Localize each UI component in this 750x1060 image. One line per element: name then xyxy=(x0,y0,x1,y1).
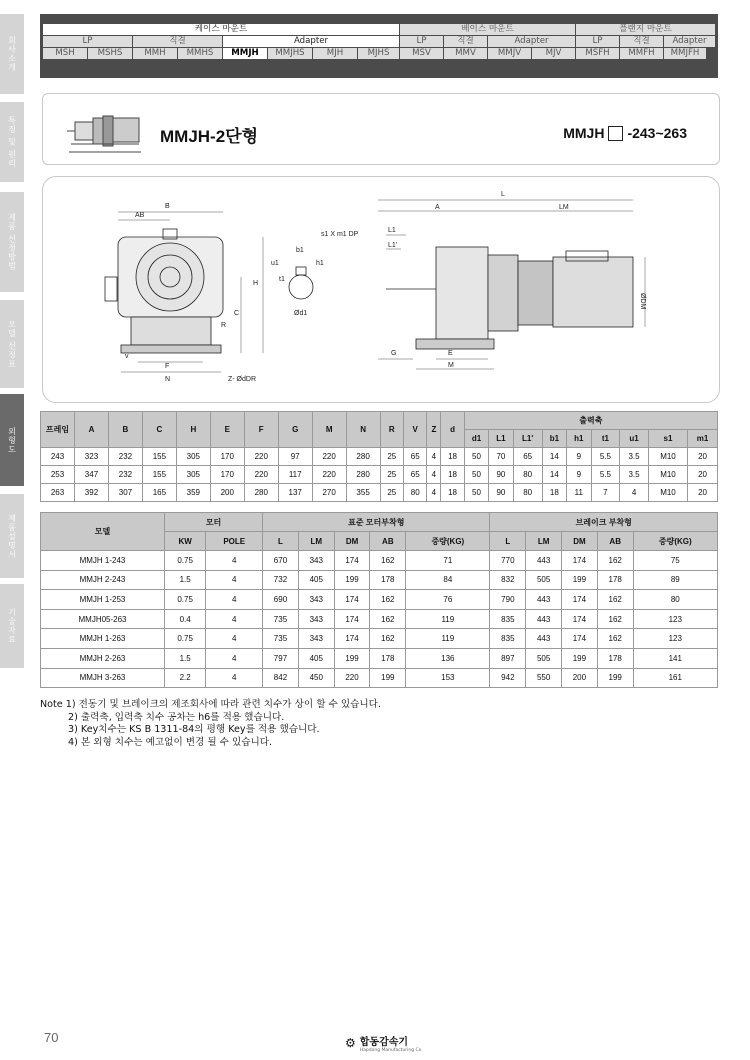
table-cell: 123 xyxy=(633,609,717,629)
brake-col-LM: LM xyxy=(526,532,562,551)
dims-col-u1: u1 xyxy=(620,430,649,448)
table-cell: 355 xyxy=(346,484,380,502)
table-cell: 280 xyxy=(244,484,278,502)
table-cell: M10 xyxy=(648,448,687,466)
dim-d1: Ød1 xyxy=(294,310,308,317)
table-cell: 359 xyxy=(176,484,210,502)
table-cell: 5.5 xyxy=(591,466,620,484)
table-cell: 942 xyxy=(490,668,526,688)
note-1: Note 1) 전동기 및 브레이크의 제조회사에 따라 관련 치수가 상이 할 수 있습니다. xyxy=(40,699,381,710)
dim-L: L xyxy=(501,191,505,198)
table-cell: 243 xyxy=(41,448,75,466)
table-cell: 84 xyxy=(406,570,490,590)
table-cell: 123 xyxy=(633,629,717,649)
motor-header-row xyxy=(41,513,718,532)
page-number: 70 xyxy=(44,1030,59,1045)
output-shaft-header: 출력축 xyxy=(464,412,717,430)
table-cell: 20 xyxy=(688,484,718,502)
table-cell: 790 xyxy=(490,590,526,610)
table-cell: 4 xyxy=(620,484,649,502)
table-cell: 178 xyxy=(370,648,406,668)
dims-col-R: R xyxy=(380,412,403,448)
notes xyxy=(40,699,381,749)
table-cell: 5.5 xyxy=(591,448,620,466)
table-cell: 199 xyxy=(370,668,406,688)
table-cell: 232 xyxy=(108,466,142,484)
motor-table xyxy=(40,512,718,688)
dim-LM: LM xyxy=(559,204,569,211)
table-cell: 65 xyxy=(404,466,427,484)
table-cell: 670 xyxy=(263,551,299,571)
reducer-thumbnail xyxy=(65,108,145,154)
table-cell: 50 xyxy=(464,448,488,466)
table-cell: 4 xyxy=(206,629,263,649)
dim-C: C xyxy=(234,310,240,317)
dim-L1: L1 xyxy=(388,227,396,234)
dim-E: E xyxy=(448,350,453,357)
table-cell: 18 xyxy=(441,466,464,484)
motor-col-kw: KW xyxy=(165,532,206,551)
table-cell: 119 xyxy=(406,609,490,629)
dim-G: G xyxy=(391,350,397,357)
table-cell: 14 xyxy=(542,448,566,466)
table-cell: 174 xyxy=(334,551,370,571)
motor-row xyxy=(41,668,718,688)
table-cell: 170 xyxy=(210,448,244,466)
nav-mjhs[interactable]: MJHS xyxy=(358,48,399,59)
nav-flange-adapter[interactable]: Adapter xyxy=(664,36,715,47)
outline-drawing xyxy=(43,177,719,402)
dims-col-Z: Z xyxy=(427,412,441,448)
dims-col-N: N xyxy=(346,412,380,448)
table-cell: 199 xyxy=(334,570,370,590)
motor-body xyxy=(41,551,718,688)
table-cell: M10 xyxy=(648,484,687,502)
table-cell: 343 xyxy=(298,629,334,649)
table-cell: 174 xyxy=(562,590,598,610)
nav-case-mount[interactable]: 케이스 마운트 xyxy=(43,24,399,35)
table-cell: 305 xyxy=(176,448,210,466)
dims-col-m1: m1 xyxy=(688,430,718,448)
table-cell: 178 xyxy=(370,570,406,590)
table-cell: 170 xyxy=(210,466,244,484)
table-cell: 405 xyxy=(298,648,334,668)
table-cell: 323 xyxy=(75,448,109,466)
side-tab-company[interactable]: 회사소개 xyxy=(0,14,24,94)
table-cell: 343 xyxy=(298,590,334,610)
table-cell: 347 xyxy=(75,466,109,484)
table-cell: 7 xyxy=(591,484,620,502)
table-cell: 155 xyxy=(142,448,176,466)
std-col-weight: 중량(KG) xyxy=(406,532,490,551)
dim-M: M xyxy=(448,362,454,369)
motor-row xyxy=(41,590,718,610)
nav-case-direct[interactable]: 직결 xyxy=(133,36,222,47)
table-cell: 65 xyxy=(513,448,542,466)
nav-mmjhs[interactable]: MMJHS xyxy=(268,48,312,59)
note-4: 4) 본 외형 치수는 예고없이 변경 될 수 있습니다. xyxy=(68,736,273,748)
table-cell: 165 xyxy=(142,484,176,502)
table-cell: 9 xyxy=(567,466,591,484)
std-col-AB: AB xyxy=(370,532,406,551)
dim-s1: s1 X m1 DP xyxy=(321,231,359,238)
dim-b1: b1 xyxy=(296,247,304,254)
table-cell: 199 xyxy=(334,648,370,668)
model-code xyxy=(563,125,687,141)
table-cell: 220 xyxy=(312,448,346,466)
table-cell: 232 xyxy=(108,448,142,466)
table-cell: 199 xyxy=(597,668,633,688)
table-cell: 200 xyxy=(210,484,244,502)
nav-base-adapter[interactable]: Adapter xyxy=(488,36,575,47)
dim-t1: t1 xyxy=(279,276,285,283)
table-cell: 770 xyxy=(490,551,526,571)
table-cell: 280 xyxy=(346,466,380,484)
side-tab-selection[interactable]: 제품 선정방법 xyxy=(0,192,24,292)
dim-H: H xyxy=(253,280,259,287)
table-cell: 392 xyxy=(75,484,109,502)
nav-base-mount[interactable]: 베이스 마운트 xyxy=(400,24,575,35)
dims-col-L1: L1 xyxy=(489,430,513,448)
dims-row xyxy=(41,448,718,466)
motor-col-model: 모델 xyxy=(41,513,165,551)
table-cell: 50 xyxy=(464,484,488,502)
table-cell: 4 xyxy=(206,590,263,610)
dims-col-frame: 프레임 xyxy=(41,412,75,448)
table-cell: 11 xyxy=(567,484,591,502)
dims-col-M: M xyxy=(312,412,346,448)
table-cell: 270 xyxy=(312,484,346,502)
table-cell: 443 xyxy=(526,609,562,629)
motor-row xyxy=(41,570,718,590)
table-cell: 835 xyxy=(490,609,526,629)
motor-col-standard: 표준 모터부착형 xyxy=(263,513,490,532)
table-cell: 162 xyxy=(370,629,406,649)
side-tab-manual[interactable]: 제품설명서 xyxy=(0,494,24,578)
table-cell: 14 xyxy=(542,466,566,484)
table-cell: 162 xyxy=(370,551,406,571)
table-cell: 835 xyxy=(490,629,526,649)
table-cell: 4 xyxy=(427,484,441,502)
dims-col-H: H xyxy=(176,412,210,448)
table-cell: 199 xyxy=(562,570,598,590)
table-cell: 4 xyxy=(206,609,263,629)
dims-col-B: B xyxy=(108,412,142,448)
table-cell: 4 xyxy=(206,668,263,688)
table-cell: 136 xyxy=(406,648,490,668)
nav-mjh[interactable]: MJH xyxy=(313,48,357,59)
table-cell: 0.75 xyxy=(165,629,206,649)
table-cell: MMJH 1-263 xyxy=(41,629,165,649)
table-cell: 141 xyxy=(633,648,717,668)
table-cell: 4 xyxy=(206,648,263,668)
dim-F: F xyxy=(165,363,170,370)
table-cell: 174 xyxy=(562,609,598,629)
table-cell: 735 xyxy=(263,629,299,649)
company-logo xyxy=(345,1033,423,1053)
nav-mmjv[interactable]: MMJV xyxy=(488,48,531,59)
nav-flange-mount[interactable]: 플랜지 마운트 xyxy=(576,24,715,35)
table-cell: M10 xyxy=(648,466,687,484)
table-cell: 832 xyxy=(490,570,526,590)
table-cell: 253 xyxy=(41,466,75,484)
dims-col-G: G xyxy=(278,412,312,448)
dim-R: R xyxy=(221,322,227,329)
table-cell: 25 xyxy=(380,448,403,466)
brake-col-DM: DM xyxy=(562,532,598,551)
table-cell: 137 xyxy=(278,484,312,502)
table-cell: 178 xyxy=(597,570,633,590)
dim-B: B xyxy=(165,203,170,210)
dim-AB: AB xyxy=(135,212,145,219)
dim-u1: u1 xyxy=(271,260,279,267)
table-cell: 450 xyxy=(298,668,334,688)
motor-row xyxy=(41,629,718,649)
nav-mmv[interactable]: MMV xyxy=(444,48,487,59)
table-cell: 75 xyxy=(633,551,717,571)
model-code-box xyxy=(608,126,623,141)
dims-header-row xyxy=(41,412,718,430)
table-cell: 18 xyxy=(542,484,566,502)
nav-flange-direct[interactable]: 직결 xyxy=(620,36,663,47)
nav-case-lp[interactable]: LP xyxy=(43,36,132,47)
table-cell: 3.5 xyxy=(620,466,649,484)
dimensions-table xyxy=(40,411,718,502)
table-cell: 4 xyxy=(206,551,263,571)
nav-mmh[interactable]: MMH xyxy=(133,48,177,59)
note-2: 2) 출력축, 입력축 치수 공차는 h6를 적용 했습니다. xyxy=(68,711,285,723)
table-cell: 199 xyxy=(562,648,598,668)
table-cell: 343 xyxy=(298,551,334,571)
table-cell: 174 xyxy=(562,629,598,649)
table-cell: 200 xyxy=(562,668,598,688)
dims-col-L1p: L1' xyxy=(513,430,542,448)
table-cell: MMJH 1-243 xyxy=(41,551,165,571)
table-cell: 220 xyxy=(244,448,278,466)
nav-mmjfh[interactable]: MMJFH xyxy=(664,48,706,59)
table-cell: 20 xyxy=(688,448,718,466)
table-cell: 89 xyxy=(633,570,717,590)
table-cell: 1.5 xyxy=(165,648,206,668)
note-3: 3) Key치수는 KS B 1311-84의 평행 Key를 적용 했습니다. xyxy=(68,724,320,735)
dim-DM: ØDM xyxy=(639,293,646,310)
page-title: MMJH-2단형 xyxy=(160,127,259,146)
dims-col-d: d xyxy=(441,412,464,448)
table-cell: 174 xyxy=(334,609,370,629)
table-cell: 4 xyxy=(206,570,263,590)
table-cell: 3.5 xyxy=(620,448,649,466)
std-col-LM: LM xyxy=(298,532,334,551)
table-cell: 305 xyxy=(176,466,210,484)
table-cell: 9 xyxy=(567,448,591,466)
table-cell: 119 xyxy=(406,629,490,649)
dims-col-t1: t1 xyxy=(591,430,620,448)
table-cell: 80 xyxy=(513,466,542,484)
table-cell: 0.75 xyxy=(165,590,206,610)
std-col-DM: DM xyxy=(334,532,370,551)
dims-col-C: C xyxy=(142,412,176,448)
nav-base-direct[interactable]: 직결 xyxy=(444,36,487,47)
nav-flange-lp[interactable]: LP xyxy=(576,36,619,47)
table-cell: 220 xyxy=(244,466,278,484)
table-cell: 897 xyxy=(490,648,526,668)
dims-col-A: A xyxy=(75,412,109,448)
side-tab-features[interactable]: 특징 및 원리 xyxy=(0,102,24,182)
dims-col-E: E xyxy=(210,412,244,448)
dim-v: v xyxy=(125,353,129,360)
table-cell: 405 xyxy=(298,570,334,590)
table-cell: 162 xyxy=(597,609,633,629)
motor-row xyxy=(41,609,718,629)
dims-col-h1: h1 xyxy=(567,430,591,448)
dim-L1p: L1' xyxy=(388,242,398,249)
nav-mshs[interactable]: MSHS xyxy=(88,48,132,59)
table-cell: MMJH05-263 xyxy=(41,609,165,629)
table-cell: 25 xyxy=(380,466,403,484)
nav-case-adapter[interactable]: Adapter xyxy=(223,36,399,47)
table-cell: 50 xyxy=(464,466,488,484)
brake-col-weight: 중량(KG) xyxy=(633,532,717,551)
table-cell: 162 xyxy=(597,551,633,571)
motor-col-brake: 브레이크 부착형 xyxy=(490,513,718,532)
table-cell: 25 xyxy=(380,484,403,502)
title-panel xyxy=(42,93,720,165)
nav-msh[interactable]: MSH xyxy=(43,48,87,59)
table-cell: 690 xyxy=(263,590,299,610)
table-cell: 307 xyxy=(108,484,142,502)
brake-col-L: L xyxy=(490,532,526,551)
dims-col-F: F xyxy=(244,412,278,448)
table-cell: 443 xyxy=(526,629,562,649)
model-code-suffix: -243~263 xyxy=(627,125,687,141)
table-cell: 443 xyxy=(526,590,562,610)
table-cell: 797 xyxy=(263,648,299,668)
table-cell: 162 xyxy=(597,590,633,610)
table-cell: 174 xyxy=(562,551,598,571)
brake-col-AB: AB xyxy=(597,532,633,551)
motor-col-motor: 모터 xyxy=(165,513,263,532)
dim-Z: Z- ØdDR xyxy=(228,376,256,383)
table-cell: 162 xyxy=(597,629,633,649)
table-cell: MMJH 2-263 xyxy=(41,648,165,668)
dims-col-V: V xyxy=(404,412,427,448)
table-cell: 343 xyxy=(298,609,334,629)
table-cell: 280 xyxy=(346,448,380,466)
table-cell: 117 xyxy=(278,466,312,484)
nav-mmhs[interactable]: MMHS xyxy=(178,48,222,59)
table-cell: 90 xyxy=(489,484,513,502)
table-cell: 732 xyxy=(263,570,299,590)
table-cell: 20 xyxy=(688,466,718,484)
table-cell: 18 xyxy=(441,484,464,502)
table-cell: 443 xyxy=(526,551,562,571)
side-tab-tech[interactable]: 기술자료 xyxy=(0,584,24,668)
dims-col-d1: d1 xyxy=(464,430,488,448)
table-cell: 0.4 xyxy=(165,609,206,629)
table-cell: 18 xyxy=(441,448,464,466)
table-cell: 80 xyxy=(513,484,542,502)
table-cell: 220 xyxy=(312,466,346,484)
table-cell: 155 xyxy=(142,466,176,484)
table-cell: 174 xyxy=(334,629,370,649)
model-code-prefix: MMJH xyxy=(563,125,605,141)
table-cell: 153 xyxy=(406,668,490,688)
table-cell: 80 xyxy=(404,484,427,502)
table-cell: 4 xyxy=(427,448,441,466)
table-cell: 76 xyxy=(406,590,490,610)
table-cell: 162 xyxy=(370,609,406,629)
motor-row xyxy=(41,648,718,668)
nav-msv[interactable]: MSV xyxy=(400,48,443,59)
dims-col-s1: s1 xyxy=(648,430,687,448)
table-cell: 90 xyxy=(489,466,513,484)
dims-row xyxy=(41,484,718,502)
table-cell: 842 xyxy=(263,668,299,688)
model-nav xyxy=(40,14,718,78)
nav-base-lp[interactable]: LP xyxy=(400,36,443,47)
table-cell: 178 xyxy=(597,648,633,668)
table-cell: 505 xyxy=(526,570,562,590)
std-col-L: L xyxy=(263,532,299,551)
nav-msfh[interactable]: MSFH xyxy=(576,48,619,59)
side-tab-model-table[interactable]: 모델 선정표 xyxy=(0,300,24,388)
dim-h1: h1 xyxy=(316,260,324,267)
table-cell: 505 xyxy=(526,648,562,668)
table-cell: 71 xyxy=(406,551,490,571)
dim-A: A xyxy=(435,204,440,211)
table-cell: 80 xyxy=(633,590,717,610)
gear-icon: ⚙ xyxy=(345,1036,356,1050)
table-cell: 161 xyxy=(633,668,717,688)
table-cell: 174 xyxy=(334,590,370,610)
motor-col-pole: POLE xyxy=(206,532,263,551)
table-cell: 2.2 xyxy=(165,668,206,688)
table-cell: 0.75 xyxy=(165,551,206,571)
table-cell: 162 xyxy=(370,590,406,610)
table-cell: 263 xyxy=(41,484,75,502)
table-cell: 97 xyxy=(278,448,312,466)
dim-N: N xyxy=(165,376,171,383)
table-cell: MMJH 3-263 xyxy=(41,668,165,688)
outline-drawing-panel xyxy=(42,176,720,403)
nav-mmjh[interactable]: MMJH xyxy=(223,48,267,59)
table-cell: 70 xyxy=(489,448,513,466)
logo-sub: Hapdong Manufacturing Co. xyxy=(359,1048,423,1053)
dims-row xyxy=(41,466,718,484)
logo-name: 합동감속기 xyxy=(359,1037,409,1048)
nav-mjv[interactable]: MJV xyxy=(532,48,575,59)
table-cell: MMJH 1-253 xyxy=(41,590,165,610)
dims-body xyxy=(41,448,718,502)
table-cell: 735 xyxy=(263,609,299,629)
motor-row xyxy=(41,551,718,571)
side-tab-outline[interactable]: 외형도 xyxy=(0,394,24,486)
nav-mmfh[interactable]: MMFH xyxy=(620,48,663,59)
table-cell: 4 xyxy=(427,466,441,484)
table-cell: 65 xyxy=(404,448,427,466)
table-cell: 1.5 xyxy=(165,570,206,590)
dims-col-b1: b1 xyxy=(542,430,566,448)
table-cell: 550 xyxy=(526,668,562,688)
table-cell: MMJH 2-243 xyxy=(41,570,165,590)
table-cell: 220 xyxy=(334,668,370,688)
